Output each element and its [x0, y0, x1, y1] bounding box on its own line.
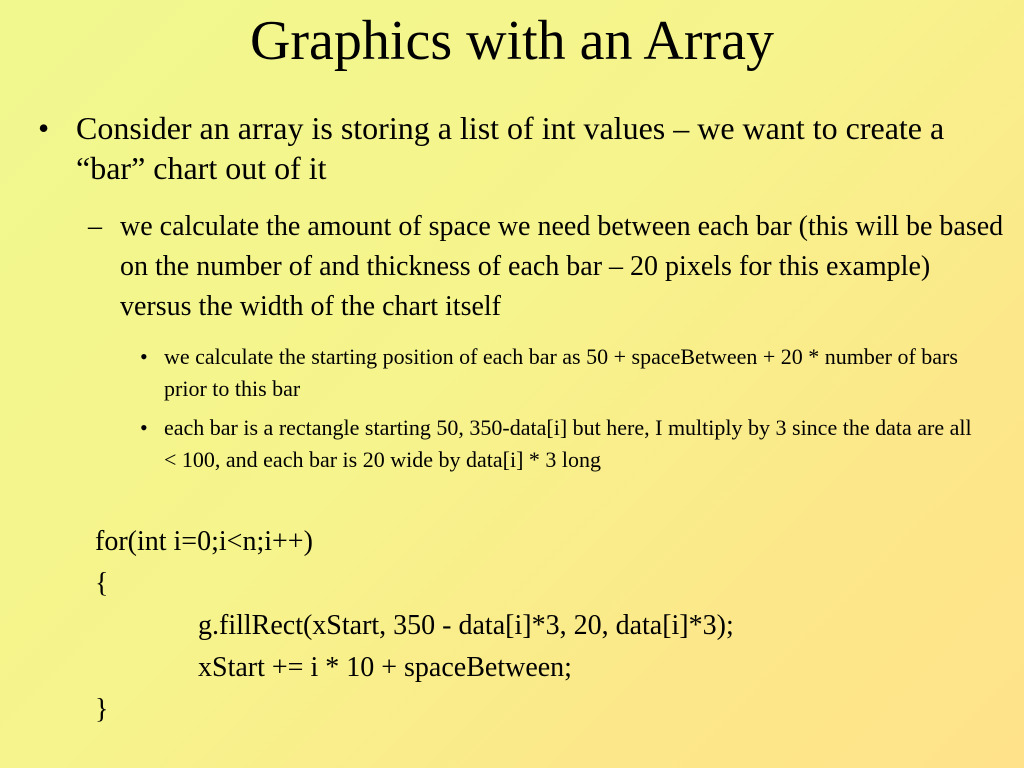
bullet-text: Consider an array is storing a list of int values – we want to create a “bar” chart out of it: [76, 110, 945, 186]
bullet-dot-icon: •: [140, 344, 148, 369]
bullet-text: we calculate the starting position of each bar as 50 + spaceBetween + 20 * number of bars prior to this bar: [164, 344, 958, 401]
code-line: }: [95, 694, 109, 725]
bullet-level3: [140, 341, 980, 405]
code-block: [95, 521, 734, 731]
code-line: xStart += i * 10 + spaceBetween;: [198, 652, 572, 683]
bullet-dot-icon: •: [140, 415, 148, 440]
bullet-text: each bar is a rectangle starting 50, 350-data[i] but here, I multiply by 3 since the data are all < 100, and each bar is 20 wide by data[i] * 3 long: [164, 415, 972, 472]
code-line: g.fillRect(xStart, 350 - data[i]*3, 20, data[i]*3);: [198, 610, 734, 641]
bullet-dot-icon: •: [38, 110, 50, 146]
bullet-text: we calculate the amount of space we need between each bar (this will be based on the number of and thickness of each bar – 20 pixels for this example) versus the width of the chart itself: [120, 211, 1004, 322]
code-line: for(int i=0;i<n;i++): [95, 526, 313, 557]
bullet-level3: [140, 412, 980, 476]
code-line: {: [95, 568, 109, 599]
bullet-level1: [38, 108, 998, 188]
bullet-dash-icon: –: [88, 211, 102, 242]
slide-title: Graphics with an Array: [249, 10, 775, 72]
bullet-level2: [88, 207, 1008, 327]
